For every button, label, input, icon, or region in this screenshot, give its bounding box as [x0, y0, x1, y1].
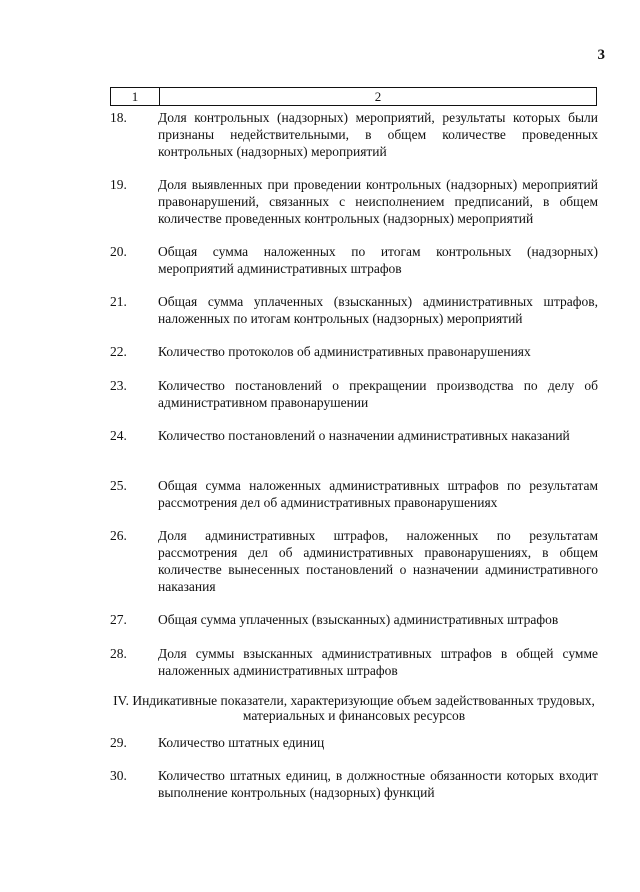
item-number: 23.	[110, 378, 127, 393]
item-number: 25.	[110, 478, 127, 493]
item-number: 18.	[110, 110, 127, 125]
item-number: 29.	[110, 735, 127, 750]
item-number: 27.	[110, 612, 127, 627]
item-text: Доля контрольных (надзорных) мероприятий, результаты которых были признаны недействительными, в общем количестве проведенных контрольных (надзорных) мероприятий	[158, 110, 598, 159]
item-number: 19.	[110, 177, 127, 192]
column-header-2: 2	[374, 89, 382, 104]
item-text: Доля административных штрафов, наложенных по результатам рассмотрения дел об административных правонарушениях, в общем количестве вынесенных постановлений о назначении административного наказания	[158, 528, 598, 594]
item-number: 20.	[110, 244, 127, 259]
item-text: Общая сумма уплаченных (взысканных) административных штрафов, наложенных по итогам контрольных (надзорных) мероприятий	[158, 294, 598, 326]
item-text: Количество штатных единиц, в должностные обязанности которых входит выполнение контрольных (надзорных) функций	[158, 768, 598, 800]
item-number: 22.	[110, 344, 127, 359]
item-number: 21.	[110, 294, 127, 309]
item-text: Общая сумма уплаченных (взысканных) административных штрафов	[158, 612, 559, 627]
table-column-header	[110, 87, 597, 106]
item-text: Доля выявленных при проведении контрольных (надзорных) мероприятий правонарушений, связанных с неисполнением предписаний, в общем количестве проведенных контрольных (надзорных) мероприятий	[158, 177, 598, 226]
column-header-1: 1	[111, 88, 160, 105]
section-heading: IV. Индикативные показатели, характеризующие объем задействованных трудовых, материальных и финансовых ресурсов	[113, 693, 595, 723]
item-text: Количество протоколов об административных правонарушениях	[158, 344, 531, 359]
item-text: Общая сумма наложенных административных штрафов по результатам рассмотрения дел об административных правонарушениях	[158, 478, 598, 510]
item-text: Количество постановлений о прекращении производства по делу об административном правонарушении	[158, 378, 598, 410]
item-number: 26.	[110, 528, 127, 543]
item-text: Количество постановлений о назначении административных наказаний	[158, 428, 570, 443]
item-text: Количество штатных единиц	[158, 735, 325, 750]
item-number: 30.	[110, 768, 127, 783]
item-text: Доля суммы взысканных административных штрафов в общей сумме наложенных административных штрафов	[158, 646, 598, 678]
item-number: 24.	[110, 428, 127, 443]
page-number: 3	[597, 47, 605, 63]
item-text: Общая сумма наложенных по итогам контрольных (надзорных) мероприятий административных штрафов	[158, 244, 598, 276]
item-number: 28.	[110, 646, 127, 661]
